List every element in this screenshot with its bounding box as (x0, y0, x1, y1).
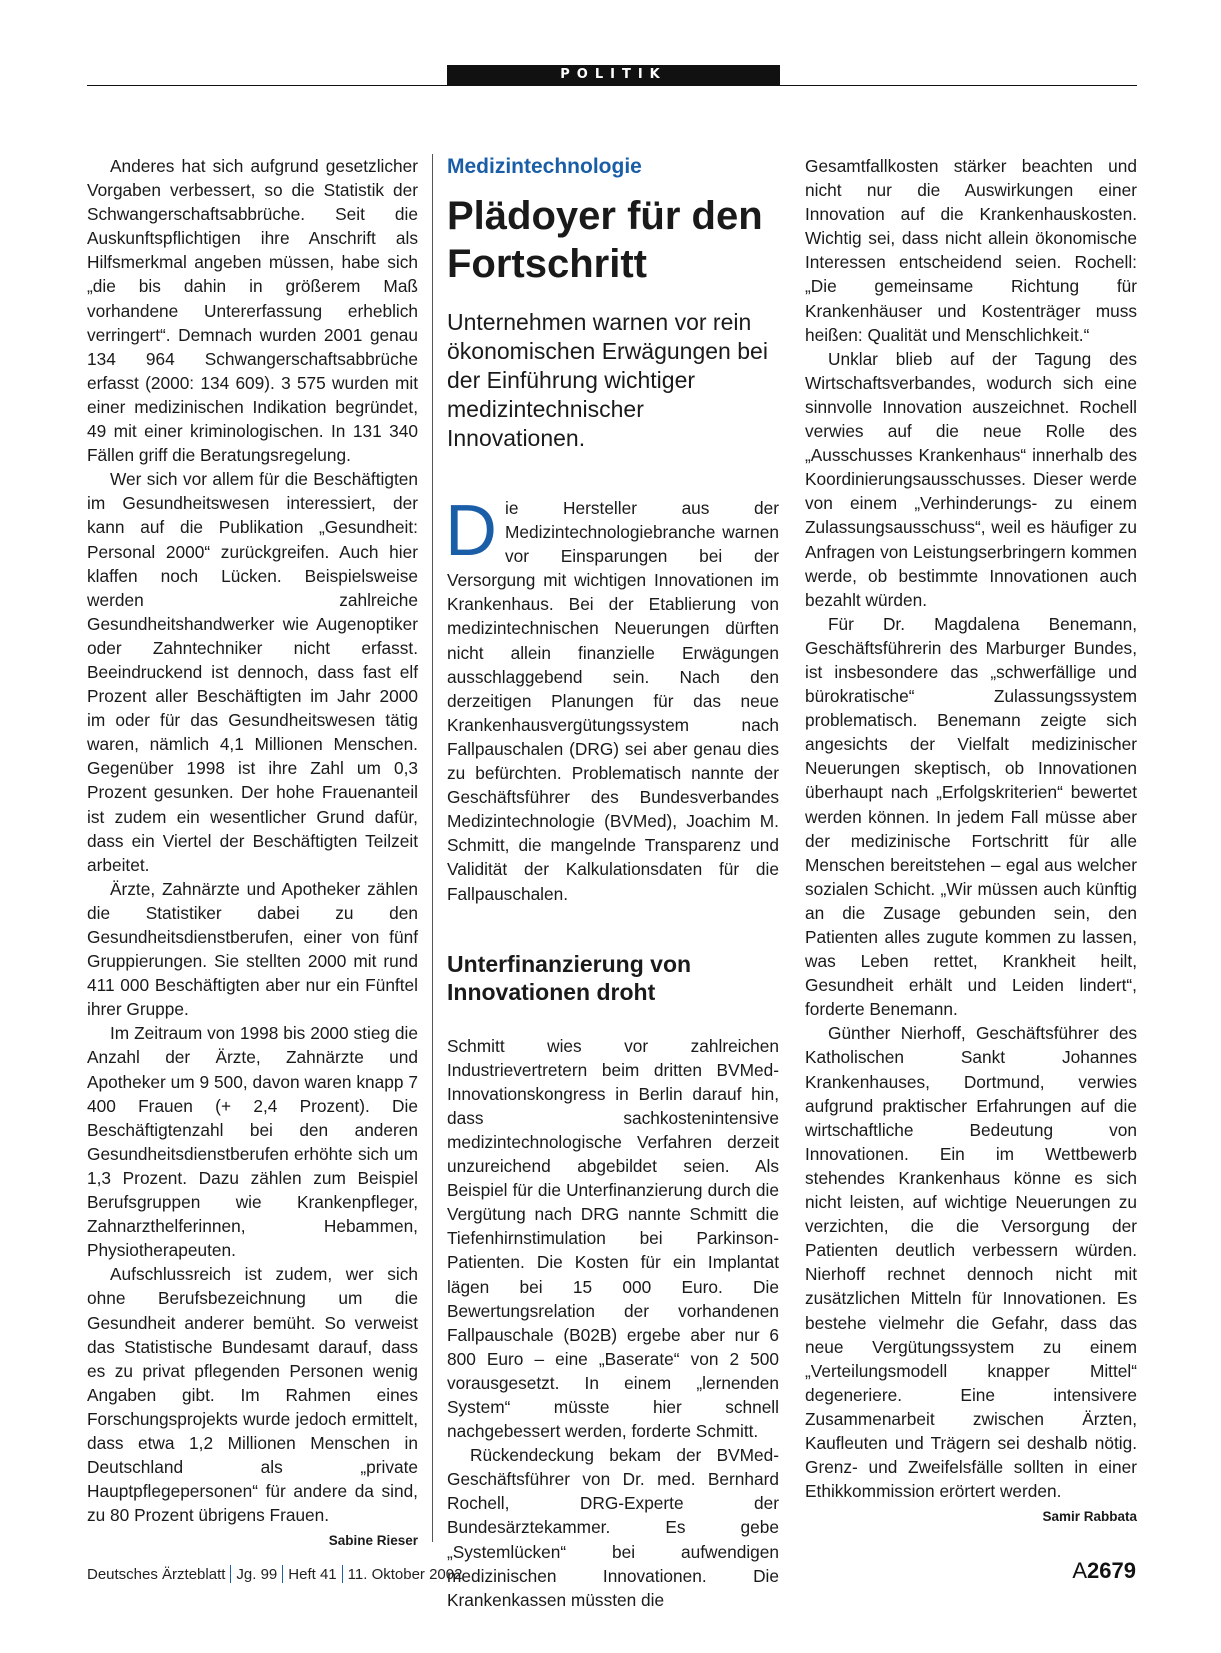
lead-text: ie Hersteller aus der Medizintechnologiebranche warnen vor Einsparungen bei der Versorgung mit wichtigen Innovationen im Krankenhaus. Bei der Etablierung von medizintechnischen Neuerungen dürften nicht allein finanzielle Erwägungen ausschlaggebend sein. Nach den derzeitigen Planungen für das neue Krankenhausvergütungssystem nach Fallpauschalen (DRG) sei aber genau dies zu befürchten. Problematisch nannte der Geschäftsführer des Bundesverbandes Medizintechnologie (BVMed), Joachim M. Schmitt, die mangelnde Transparenz und Validität der Kalkulationsdaten für die Fallpauschalen. (447, 498, 779, 904)
page-number (1072, 1558, 1136, 1584)
paragraph: Schmitt wies vor zahlreichen Industrievertretern beim dritten BVMed-Innovationskongress in Berlin darauf hin, dass sachkostenintensive medizintechnologische Verfahren derzeit unzureichend abgebildet seien. Als Beispiel für die Unterfinanzierung durch die Vergütung nach DRG nannte Schmitt die Tiefenhirnstimulation bei Parkinson-Patienten. Die Kosten für ein Implantat lägen bei 15 000 Euro. Die Bewertungsrelation der vorhandenen Fallpauschale (B02B) ergebe aber nur 6 800 Euro – eine „Baserate“ von 2 500 vorausgesetzt. In einem „lernenden System“ müsste hier schnell nachgebessert werden, forderte Schmitt. (447, 1035, 779, 1442)
page-number-value: 2679 (1087, 1558, 1136, 1583)
top-rule (87, 85, 1137, 86)
paragraph-text: Aufschlussreich ist zudem, wer sich ohne Berufsbezeichnung um die Gesundheit anderer bemüht. So verweist das Statistische Bundesamt darauf, dass es zu privat pflegenden Personen wenig Angaben gibt. Im Rahmen eines Forschungsprojekts wurde jedoch ermittelt, dass etwa 1,2 Millionen Menschen in Deutschland als „private Hauptpflegepersonen“ für andere da sind, zu 80 Prozent übrigens Frauen. (87, 1264, 418, 1526)
article-deck: Unternehmen warnen vor rein ökonomischen Erwägungen bei der Einführung wichtiger medizintechnischer Innovationen. (447, 309, 768, 451)
author-byline: Sabine Rieser (328, 1533, 418, 1549)
paragraph: Für Dr. Magdalena Benemann, Geschäftsführerin des Marburger Bundes, ist insbesondere das „schwerfällige und bürokratische“ Zulassungssystem problematisch. Benemann zeigte sich angesichts der Vielfalt medizinischer Neuerungen skeptisch, ob Innovationen überhaupt nach „Erfolgskriterien“ bewertet werden können. In jedem Fall müsse aber der medizinische Fortschritt für alle Menschen bereitstehen – egal aus welcher sozialen Schicht. „Wir müssen auch künftig an die Zusage gebunden sein, den Patienten alles zugute kommen zu lassen, was Leben rettet, Krankheit heilt, Gesundheit erhält und Leiden lindert“, forderte Benemann. (805, 613, 1137, 1020)
paragraph-last (87, 1262, 418, 1549)
page-footer (87, 1565, 462, 1583)
paragraph: Unklar blieb auf der Tagung des Wirtschaftsverbandes, wodurch sich eine sinnvolle Innovation auszeichnet. Rochell verwies auf die neue Rolle des „Ausschusses Krankenhaus“ innerhalb des Koordinierungsausschusses. Dieser werde von einem „Verhinderungs- zu einem Zulassungsausschuss“, weil es häufiger zu Anfragen von Leistungserbringern kommen werde, ob bestimmte Innovationen auch bezahlt würden. (805, 348, 1137, 610)
page-prefix: A (1072, 1558, 1088, 1583)
paragraph: Rückendeckung bekam der BVMed-Geschäftsführer von Dr. med. Bernhard Rochell, DRG-Experte der Bundesärztekammer. Es gebe „Systemlücken“ bei aufwendigen medizinischen Innovationen. Die Krankenkassen müssten die (447, 1445, 779, 1610)
paragraph: Ärzte, Zahnärzte und Apotheker zählen die Statistiker dabei zu den Gesundheitsdienstberufen, einer von fünf Gruppierungen. Sie stellten 2000 mit rund 411 000 Beschäftigten aber nur ein Fünftel ihrer Gruppe. (87, 878, 418, 1020)
footer-separator (282, 1565, 283, 1583)
column-previous-article (87, 154, 418, 1553)
paragraph-text: Günther Nierhoff, Geschäftsführer des Katholischen Sankt Johannes Krankenhauses, Dortmund, verwies aufgrund praktischer Erfahrungen auf die wirtschaftliche Bedeutung von Innovationen. Ein im Wettbewerb stehendes Krankenhaus könne es sich nicht leisten, auf wichtige Neuerungen zu verzichten, die die Versorgung der Patienten deutlich verbessern würden. Nierhoff rechnet dennoch nicht mit zusätzlichen Mitteln für Innovationen. Es bestehe vielmehr die Gefahr, dass das neue Vergütungssystem zu einem „Verteilungsmodell knapper Mittel“ degeneriere. Eine intensivere Zusammenarbeit zwischen Ärzten, Kaufleuten und Trägern sei deshalb nötig. Grenz- und Zweifelsfälle sollten in einer Ethikkommission erörtert werden. (805, 1023, 1137, 1502)
journal-volume: Jg. 99 (236, 1565, 278, 1583)
author-byline: Samir Rabbata (1042, 1509, 1137, 1525)
paragraph: Anderes hat sich aufgrund gesetzlicher Vorgaben verbessert, so die Statistik der Schwangerschaftsabbrüche. Seit die Auskunftspflichtigen ihre Anschrift als Hilfsmerkmal angeben müssen, habe sich „die bis dahin in größerem Maß vorhandene Untererfassung erheblich verringert“. Demnach wurden 2001 genau 134 964 Schwangerschaftsabbrüche erfasst (2000: 134 609). 3 575 wurden mit einer medizinischen Indikation begründet, 49 mit einer kriminologischen. In 131 340 Fällen griff die Beratungsregelung. (87, 156, 418, 466)
paragraph: Im Zeitraum von 1998 bis 2000 stieg die Anzahl der Ärzte, Zahnärzte und Apotheker um 9 500, davon waren knapp 7 400 Frauen (+ 2,4 Prozent). Die Beschäftigtenzahl bei den anderen Gesundheitsdienstberufen erhöhte sich um 1,3 Prozent. Dazu zählen zum Beispiel Berufsgruppen wie Krankenpfleger, Zahnarzthelferinnen, Hebammen, Physiotherapeuten. (87, 1023, 418, 1261)
column-article-start (447, 154, 779, 1612)
section-label: POLITIK (447, 65, 780, 85)
article-subhead: Unterfinanzierung von Innovationen droht (447, 950, 692, 1005)
article-lead (445, 491, 779, 906)
journal-date: 11. Oktober 2002 (347, 1565, 463, 1583)
article-kicker: Medizintechnologie (447, 155, 642, 178)
journal-name: Deutsches Ärzteblatt (87, 1565, 226, 1583)
paragraph-last (805, 1021, 1137, 1525)
drop-cap: D (445, 491, 497, 571)
footer-separator (230, 1565, 231, 1583)
journal-issue: Heft 41 (288, 1565, 337, 1583)
column-article-continued (805, 154, 1137, 1529)
paragraph: Gesamtfallkosten stärker beachten und nicht nur die Auswirkungen einer Innovation auf die Krankenhauskosten. Wichtig sei, dass nicht allein ökonomische Interessen entscheidend seien. Rochell: „Die gemeinsame Richtung für Krankenhäuser und Kostenträger muss heißen: Qualität und Menschlichkeit.“ (805, 156, 1137, 345)
article-headline: Plädoyer für den Fortschritt (447, 194, 763, 286)
paragraph: Wer sich vor allem für die Beschäftigten im Gesundheitswesen interessiert, der kann auf die Publikation „Gesundheit: Personal 2000“ zurückgreifen. Auch hier klaffen noch Lücken. Beispielsweise werden zahlreiche Gesundheitshandwerker wie Augenoptiker oder Zahntechniker nicht erfasst. Beeindruckend ist dennoch, dass fast elf Prozent aller Beschäftigten im Jahr 2000 im oder für das Gesundheitswesen tätig waren, nämlich 4,1 Millionen Menschen. Gegenüber 1998 ist ihre Zahl um 0,3 Prozent gesunken. Der hohe Frauenanteil ist zudem ein wesentlicher Grund dafür, dass ein Viertel der Beschäftigten Teilzeit arbeitet. (87, 469, 418, 875)
footer-separator (342, 1565, 343, 1583)
column-divider (432, 154, 433, 1542)
